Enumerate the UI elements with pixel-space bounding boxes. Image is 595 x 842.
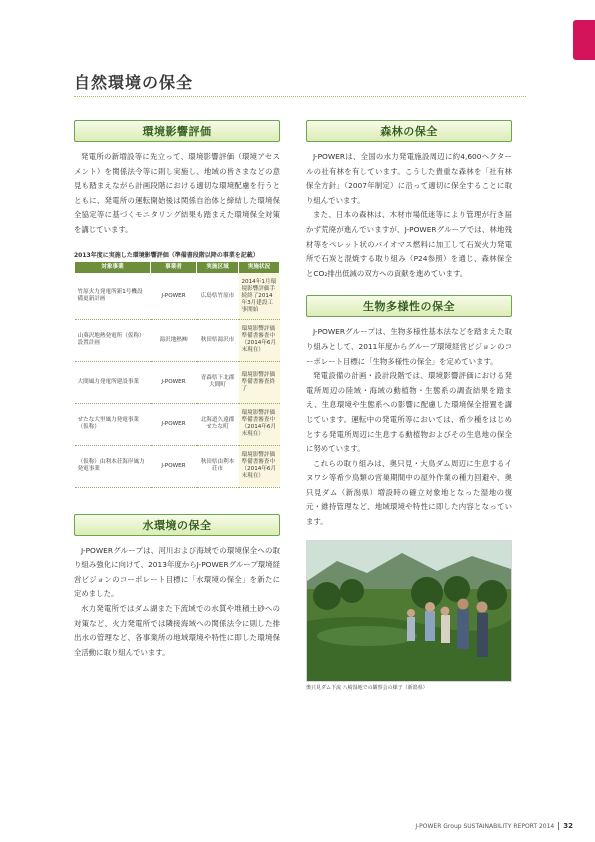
cell-area: 青森県下北郡大間町 bbox=[197, 361, 239, 403]
table-row bbox=[75, 445, 280, 487]
table-caption: 2013年度に実施した環境影響評価（準備書段階以降の事業を記載） bbox=[74, 251, 259, 259]
cell-operator: J-POWER bbox=[151, 361, 197, 403]
table-row bbox=[75, 273, 280, 319]
footer-divider bbox=[558, 822, 559, 830]
cell-status: 環境影響評価準備書審査中（2014年6月末現在） bbox=[239, 403, 280, 445]
title-rule bbox=[74, 96, 526, 97]
page-title: 自然環境の保全 bbox=[74, 73, 194, 92]
page-number: 32 bbox=[563, 822, 573, 830]
cell-operator: J-POWER bbox=[151, 273, 197, 319]
water-paragraph: 水力発電所ではダム湖また下流域での水質や堆積土砂への対策など、火力発電所では隣接海域への関係法令に則した排出水の管理など、各事業所の地域環境や特性に即した環境保全活動に取り組んでいます。 bbox=[74, 603, 280, 657]
cell-project: 大間風力発電所建設事業 bbox=[75, 361, 151, 403]
wetland-photo-illustration bbox=[307, 541, 511, 681]
table-header-row bbox=[75, 261, 280, 273]
cell-status: 環境影響評価準備書審査中（2014年6月末現在） bbox=[239, 445, 280, 487]
eia-body bbox=[74, 150, 280, 238]
right-column bbox=[306, 120, 512, 691]
table-header-project: 対象事業 bbox=[75, 261, 151, 273]
cell-operator: J-POWER bbox=[151, 403, 197, 445]
cell-project: 山葵沢地熱発電所（仮称）設置計画 bbox=[75, 319, 151, 361]
footer-report-title: J-POWER Group SUSTAINABILITY REPORT 2014 bbox=[415, 822, 555, 830]
section-heading-water: 水環境の保全 bbox=[74, 514, 280, 536]
biodiversity-paragraph: J-POWERグループは、生物多様性基本法などを踏まえた取り組みとして、2011年度からグループ環境経営ビジョンのコーポレート目標に「生物多様性の保全」を定めています。 bbox=[306, 327, 512, 366]
cell-area: 秋田県湯沢市 bbox=[197, 319, 239, 361]
cell-status: 2014年1月環境影響評価手続終了2014年3月建設工事開始 bbox=[239, 273, 280, 319]
table-row bbox=[75, 403, 280, 445]
cell-area: 北海道久遠郡せたな町 bbox=[197, 403, 239, 445]
cell-operator: 湯沢地熱㈱ bbox=[151, 319, 197, 361]
cell-project: せたな大里風力発電事業（仮称） bbox=[75, 403, 151, 445]
eia-paragraph: 発電所の新増設等に先立って、環境影響評価（環境アセスメント）を関係法令等に則し実施し、地域の皆さまなどの意見も踏まえながら計画段階における適切な環境配慮を行うとともに、発電所の運転開始後は関係自治体と締結した環境保全協定等に基づくモニタリング結果も踏まえた環境保全対策を講じています。 bbox=[74, 152, 280, 234]
cell-status: 環境影響評価準備書審査中（2014年6月末現在） bbox=[239, 319, 280, 361]
biodiversity-paragraph: 発電設備の計画・設計段階では、環境影響評価における発電所周辺の陸域・海域の動植物・生態系の調査結果を踏まえ、生息環境や生態系への影響に配慮した環境保全措置を講じています。運転中の発電所等においては、希少種をはじめとする発電所周辺に生息する動植物およびその生息地の保全に努めています。 bbox=[306, 371, 512, 454]
cell-project: （仮称）由利本荘海岸風力発電事業 bbox=[75, 445, 151, 487]
left-column bbox=[74, 120, 280, 660]
forest-paragraph: また、日本の森林は、木材市場低迷等により管理が行き届かず荒廃が進んでいますが、J-POWERグループでは、林地残材等をペレット状のバイオマス燃料に加工して石炭火力発電所で石炭と混焼する取り組み（P24参照）を通じ、森林保全とCO₂排出低減の双方への貢献を進めています。 bbox=[306, 210, 512, 278]
cell-operator: J-POWER bbox=[151, 445, 197, 487]
table-header-status: 実施状況 bbox=[239, 261, 280, 273]
table-header-operator: 事業者 bbox=[151, 261, 197, 273]
cell-area: 秋田県由利本荘市 bbox=[197, 445, 239, 487]
table-row bbox=[75, 319, 280, 361]
water-body bbox=[74, 544, 280, 661]
table-row bbox=[75, 361, 280, 403]
cell-status: 環境影響評価準備書審査終了 bbox=[239, 361, 280, 403]
page-footer bbox=[415, 822, 573, 830]
wetland-photo bbox=[306, 540, 512, 682]
water-paragraph: J-POWERグループは、河川および海域での環境保全への取り組み強化に向けて、2013年度からJ-POWERグループ環境経営ビジョンのコーポレート目標に「水環境の保全」を新たに定めました。 bbox=[74, 545, 280, 599]
biodiversity-paragraph: これらの取り組みは、奥只見・大鳥ダム周辺に生息するイヌワシ等希少鳥類の営巣期間中の屋外作業の種力回避や、奥只見ダム（新潟県）増設時の確立対象地となった湿地の復元・維持管理など、地域環境や特性に即した内容となっています。 bbox=[306, 458, 512, 527]
section-heading-biodiversity: 生物多様性の保全 bbox=[306, 295, 512, 317]
photo-caption: 奥只見ダム下流 八崎湿地での観察会の様子（新潟県） bbox=[306, 684, 428, 691]
forest-body bbox=[306, 150, 512, 281]
table-header-area: 実施区域 bbox=[197, 261, 239, 273]
eia-table bbox=[74, 261, 280, 488]
chapter-tab-marker bbox=[573, 20, 595, 60]
forest-paragraph: J-POWERは、全国の水力発電施設周辺に約4,600ヘクタールの社有林を有しています。こうした貴重な森林を「社有林保全方針」（2007年制定）に沿って適切に保全することに取り組んでいます。 bbox=[306, 152, 512, 205]
cell-project: 竹原火力発電所新1号機設備更新計画 bbox=[75, 273, 151, 319]
biodiversity-body bbox=[306, 325, 512, 529]
section-heading-eia: 環境影響評価 bbox=[74, 120, 280, 142]
cell-area: 広島県竹原市 bbox=[197, 273, 239, 319]
section-heading-forest: 森林の保全 bbox=[306, 120, 512, 142]
